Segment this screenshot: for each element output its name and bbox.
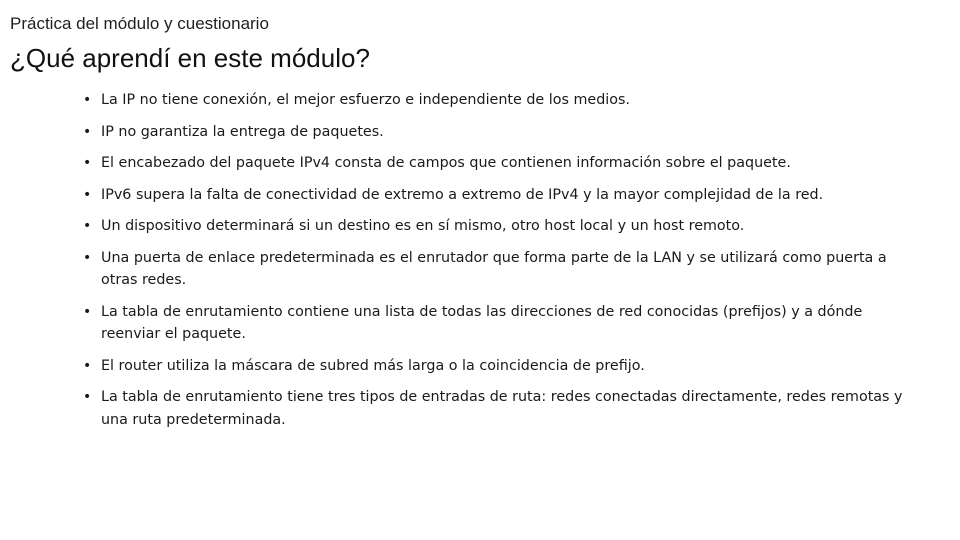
bullet-icon: •: [83, 357, 92, 374]
bullet-text: La tabla de enrutamiento tiene tres tipos de entradas de ruta: redes conectadas directamente, redes remotas y una ruta predeterminada.: [101, 389, 903, 428]
bullet-text: IP no garantiza la entrega de paquetes.: [101, 123, 384, 140]
bullet-icon: •: [83, 92, 92, 108]
bullet-icon: •: [83, 249, 92, 266]
bullet-text: Una puerta de enlace predeterminada es el enrutador que forma parte de la LAN y se utilizará como puerta a otras redes.: [101, 249, 887, 288]
bullet-item: [83, 301, 913, 346]
bullet-item: [83, 121, 913, 144]
bullet-text: El encabezado del paquete IPv4 consta de campos que contienen información sobre el paquete.: [101, 155, 791, 171]
bullet-item: [83, 152, 913, 175]
slide-title: ¿Qué aprendí en este módulo?: [10, 43, 370, 73]
slide-subtitle: Práctica del módulo y cuestionario: [10, 14, 269, 33]
bullet-icon: •: [83, 218, 92, 234]
bullet-text: El router utiliza la máscara de subred más larga o la coincidencia de prefijo.: [101, 357, 645, 374]
bullet-icon: •: [83, 155, 92, 171]
bullet-item: [83, 355, 913, 378]
bullet-item: [83, 386, 913, 431]
bullet-item: [83, 89, 913, 112]
bullet-icon: •: [83, 389, 92, 405]
bullet-text: La IP no tiene conexión, el mejor esfuerzo e independiente de los medios.: [101, 92, 630, 108]
bullet-item: [83, 215, 913, 238]
bullet-item: [83, 184, 913, 207]
bullet-list: [83, 89, 913, 440]
bullet-text: Un dispositivo determinará si un destino es en sí mismo, otro host local y un host remoto.: [101, 218, 745, 234]
bullet-text: IPv6 supera la falta de conectividad de extremo a extremo de IPv4 y la mayor complejidad de la red.: [101, 186, 824, 203]
bullet-icon: •: [83, 123, 92, 140]
bullet-icon: •: [83, 186, 92, 203]
bullet-icon: •: [83, 303, 92, 320]
bullet-text: La tabla de enrutamiento contiene una lista de todas las direcciones de red conocidas (prefijos) y a dónde reenviar el paquete.: [101, 303, 863, 342]
bullet-item: [83, 247, 913, 292]
